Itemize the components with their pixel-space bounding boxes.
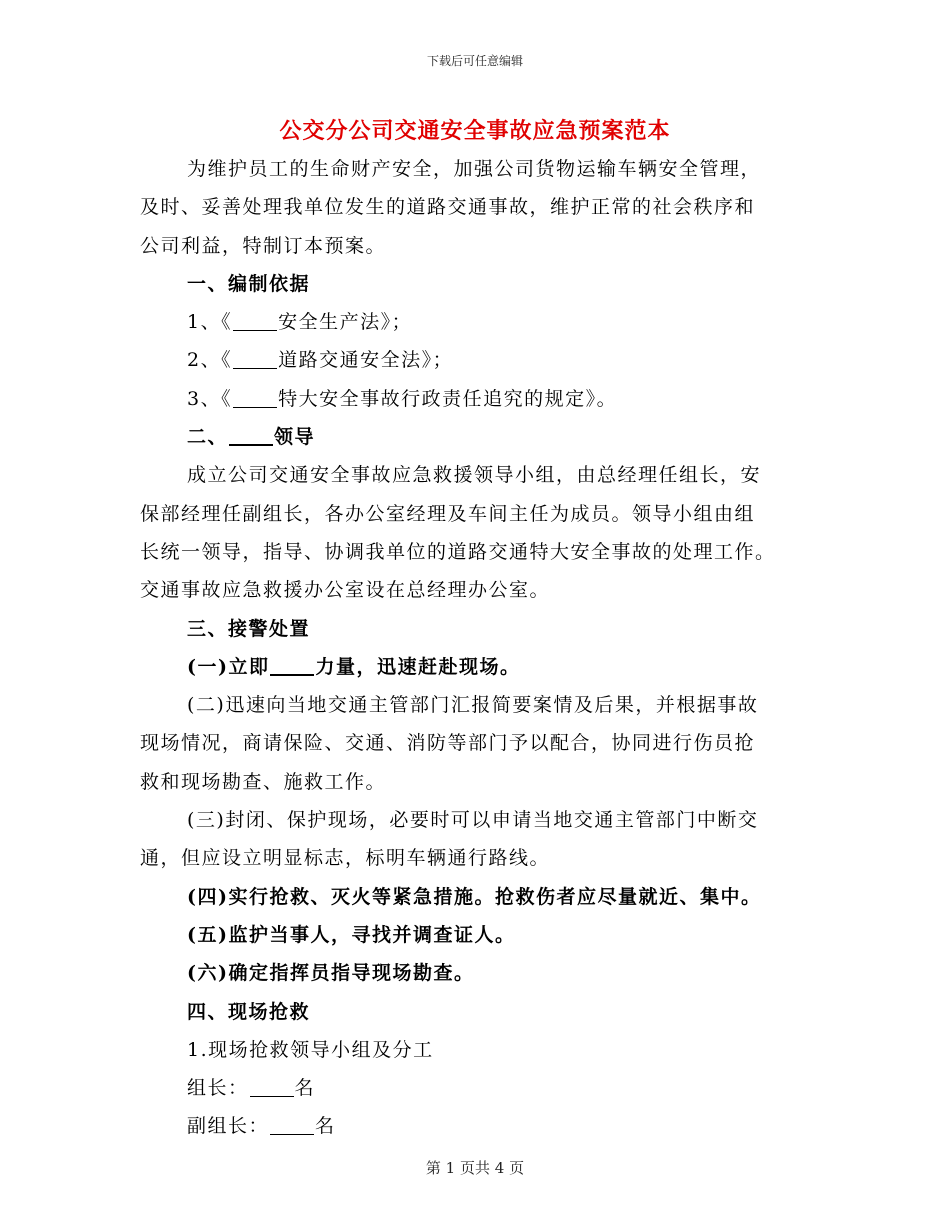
list-item: 1、《 安全生产法》； bbox=[187, 311, 413, 334]
section-heading: 一、编制依据 bbox=[187, 272, 311, 295]
paragraph-line: 为维护员工的生命财产安全，加强公司货物运输车辆安全管理， bbox=[187, 158, 762, 180]
section-heading: 二、 领导 bbox=[187, 426, 316, 449]
list-item: (六)确定指挥员指导现场勘查。 bbox=[187, 962, 475, 985]
page-footer: 第 1 页共 4 页 bbox=[425, 1159, 525, 1177]
document-title: 公交分公司交通安全事故应急预案范本 bbox=[279, 118, 671, 144]
paragraph-line: 长统一领导，指导、协调我单位的道路交通特大安全事故的处理工作。 bbox=[140, 540, 776, 563]
fill-blank bbox=[233, 311, 277, 331]
list-item: 3、《 特大安全事故行政责任追究的规定》。 bbox=[187, 387, 618, 410]
form-line: 副组长： 名 bbox=[187, 1115, 336, 1138]
fill-blank bbox=[270, 655, 314, 676]
fill-blank bbox=[233, 349, 277, 369]
paragraph-line: 通，但应设立明显标志，标明车辆通行路线。 bbox=[140, 847, 551, 870]
paragraph-line: 公司利益，特制订本预案。 bbox=[140, 234, 387, 257]
paragraph-line: 成立公司交通安全事故应急救援领导小组，由总经理任组长，安 bbox=[187, 464, 762, 487]
section-heading: 三、接警处置 bbox=[187, 617, 311, 640]
paragraph-line: (二)迅速向当地交通主管部门汇报简要案情及后果，并根据事故 bbox=[187, 694, 759, 717]
paragraph-line: 保部经理任副组长，各办公室经理及车间主任为成员。领导小组由组 bbox=[140, 502, 756, 525]
form-line: 组长： 名 bbox=[187, 1077, 316, 1100]
section-heading: 四、现场抢救 bbox=[187, 1000, 311, 1023]
fill-blank bbox=[229, 425, 273, 446]
paragraph-line: 救和现场勘查、施救工作。 bbox=[140, 770, 387, 793]
list-item: (四)实行抢救、灭火等紧急措施。抢救伤者应尽量就近、集中。 bbox=[187, 885, 762, 908]
paragraph-line: (三)封闭、保护现场，必要时可以申请当地交通主管部门中断交 bbox=[187, 809, 759, 832]
page-header-note: 下载后可任意编辑 bbox=[426, 54, 523, 68]
fill-blank bbox=[270, 1115, 314, 1135]
paragraph-line: 现场情况，商请保险、交通、消防等部门予以配合，协同进行伤员抢 bbox=[140, 732, 756, 755]
fill-blank bbox=[233, 388, 277, 408]
list-item: 1.现场抢救领导小组及分工 bbox=[187, 1038, 434, 1061]
fill-blank bbox=[250, 1077, 294, 1097]
paragraph-line: 及时、妥善处理我单位发生的道路交通事故，维护正常的社会秩序和 bbox=[140, 196, 756, 219]
list-item: (一)立即 力量，迅速赶赴现场。 bbox=[187, 655, 521, 678]
document-body bbox=[140, 150, 810, 1146]
list-item: (五)监护当事人，寻找并调查证人。 bbox=[187, 923, 516, 946]
paragraph-line: 交通事故应急救援办公室设在总经理办公室。 bbox=[140, 579, 551, 602]
list-item: 2、《 道路交通安全法》； bbox=[187, 349, 454, 372]
